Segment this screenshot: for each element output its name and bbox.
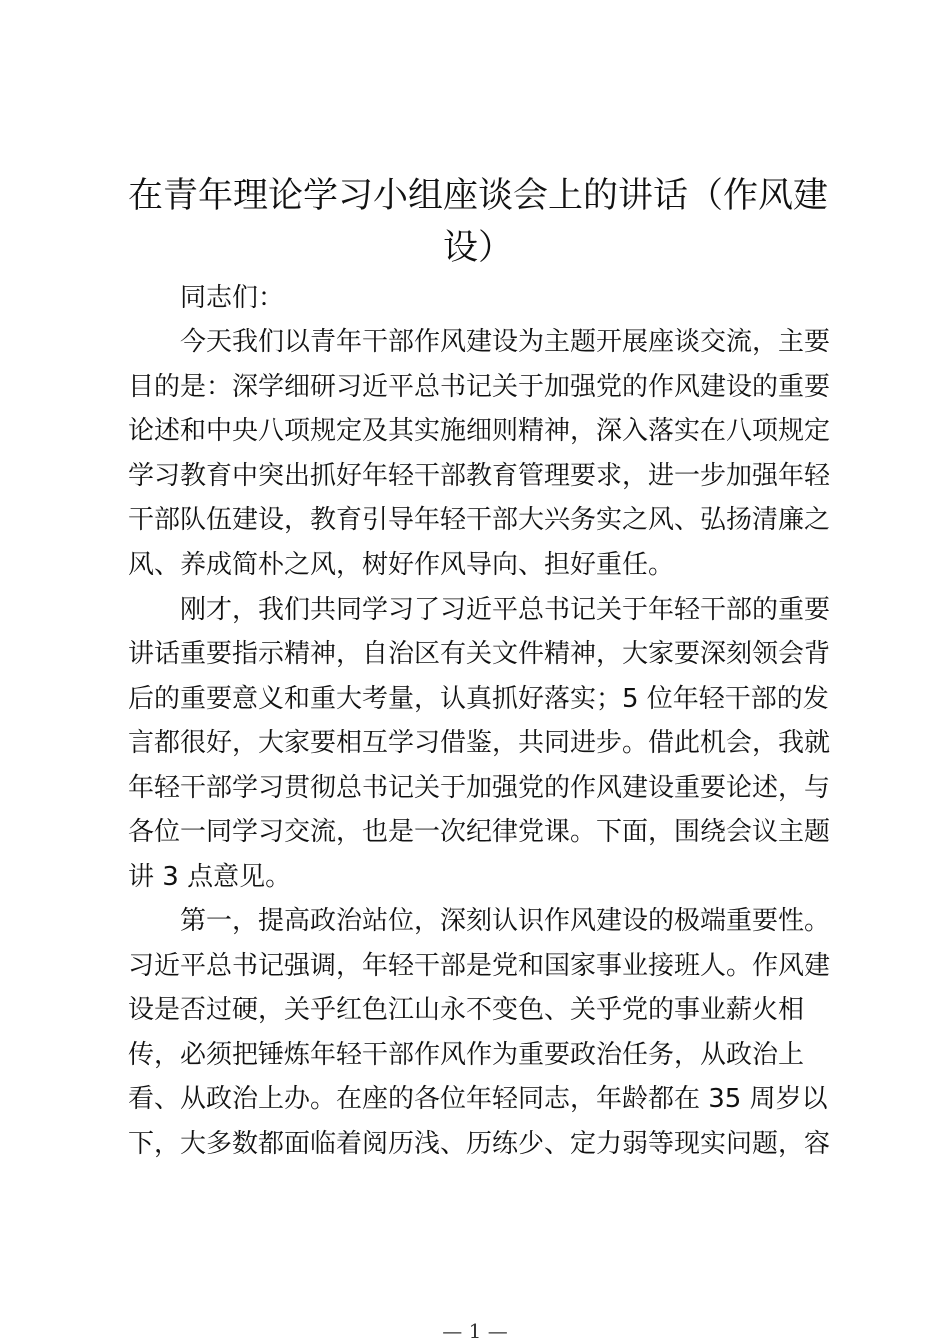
page-number: — 1 — (442, 1319, 508, 1343)
body-line: 年轻干部学习贯彻总书记关于加强党的作风建设重要论述，与 (128, 773, 831, 803)
body-line: 习近平总书记强调，年轻干部是党和国家事业接班人。作风建 (128, 951, 831, 981)
body-line: 讲话重要指示精神，自治区有关文件精神，大家要深刻领会背 (128, 639, 831, 669)
salutation-line: 同志们： (180, 283, 285, 313)
body-line: 看、从政治上办。在座的各位年轻同志，年龄都在 35 周岁以 (128, 1084, 828, 1114)
body-line: 干部队伍建设，教育引导年轻干部大兴务实之风、弘扬清廉之 (128, 505, 831, 535)
body-line: 学习教育中突出抓好年轻干部教育管理要求，进一步加强年轻 (128, 461, 831, 491)
body-line: 后的重要意义和重大考量，认真抓好落实；5 位年轻干部的发 (128, 684, 829, 714)
section-heading-line: 第一，提高政治站位，深刻认识作风建设的极端重要性。 (180, 906, 831, 936)
body-line: 讲 3 点意见。 (128, 862, 292, 892)
body-line: 论述和中央八项规定及其实施细则精神，深入落实在八项规定 (128, 416, 831, 446)
body-line: 刚才，我们共同学习了习近平总书记关于年轻干部的重要 (180, 595, 831, 625)
body-line: 目的是：深学细研习近平总书记关于加强党的作风建设的重要 (128, 372, 831, 402)
document-title: 在青年理论学习小组座谈会上的讲话（作风建设） (127, 176, 828, 268)
body-line: 言都很好，大家要相互学习借鉴，共同进步。借此机会，我就 (128, 728, 831, 758)
body-line: 设是否过硬，关乎红色江山永不变色、关乎党的事业薪火相 (128, 995, 805, 1025)
body-line: 今天我们以青年干部作风建设为主题开展座谈交流，主要 (180, 327, 831, 357)
body-line: 各位一同学习交流，也是一次纪律党课。下面，围绕会议主题 (128, 817, 831, 847)
body-line: 下，大多数都面临着阅历浅、历练少、定力弱等现实问题，容 (128, 1129, 831, 1159)
body-line: 风、养成简朴之风，树好作风导向、担好重任。 (128, 550, 675, 580)
body-line: 传，必须把锤炼年轻干部作风作为重要政治任务，从政治上 (128, 1040, 805, 1070)
